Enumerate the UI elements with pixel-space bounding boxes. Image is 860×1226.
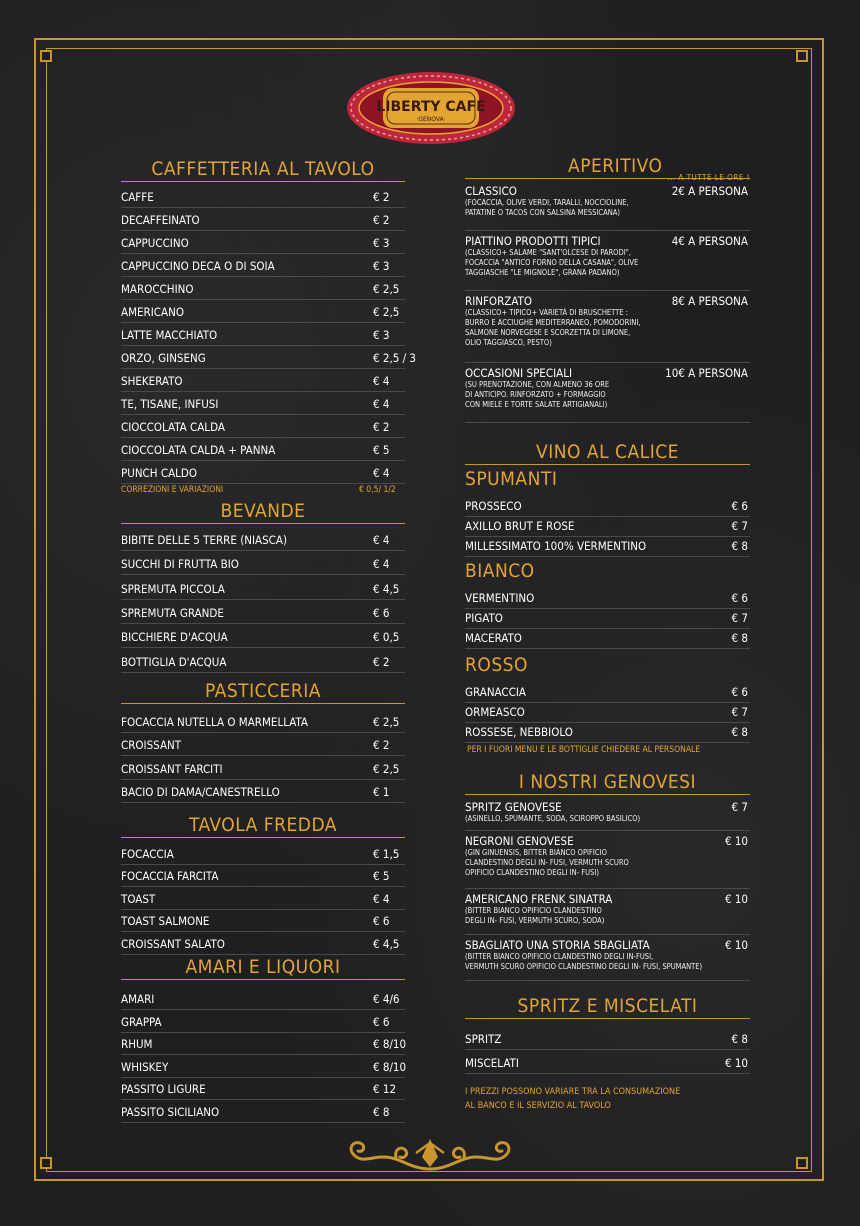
menu-item-row	[121, 625, 405, 648]
left-column	[121, 158, 416, 1128]
section-title-pasticceria: PASTICCERIA	[121, 680, 405, 704]
menu-item-price: € 5	[373, 443, 390, 457]
section-title-aperitivo	[465, 155, 750, 182]
menu-item-description: OLIO TAGGIASCO, PESTO)	[465, 338, 552, 347]
menu-item-row	[121, 277, 405, 300]
menu-item-price: € 8/10	[373, 1059, 407, 1074]
menu-item-row	[121, 909, 405, 932]
menu-item-price: € 10	[724, 892, 748, 906]
menu-item-name: PASSITO LIGURE	[121, 1082, 206, 1096]
menu-item-price: € 2	[373, 213, 390, 227]
menu-item-price: € 4	[373, 397, 390, 411]
menu-item-row	[121, 601, 405, 624]
menu-item-name: CIOCCOLATA CALDA	[121, 420, 225, 434]
corner-ornament	[796, 50, 808, 62]
menu-item-price: € 5	[373, 869, 390, 884]
menu-item-row	[121, 369, 405, 392]
menu-item-price: € 4	[373, 533, 390, 547]
menu-item-price: € 6	[373, 1014, 390, 1029]
menu-item-price: € 8/10	[373, 1037, 407, 1051]
menu-item-name: SPRITZ GENOVESE	[465, 800, 562, 814]
menu-item-row	[121, 864, 405, 887]
vino-note: PER I FUORI MENU E LE BOTTIGLIE CHIEDERE AL PERSONALE	[467, 745, 701, 755]
menu-item-row	[121, 392, 405, 415]
menu-item-price: € 8	[373, 1104, 390, 1119]
menu-item-price: € 4	[373, 891, 390, 906]
menu-item-name: GRANACCIA	[465, 685, 527, 699]
menu-item-name: RHUM	[121, 1037, 153, 1051]
menu-item-price: € 4	[373, 557, 390, 572]
menu-item-description: CON MIELE E TORTE SALATE ARTIGIANALI)	[465, 400, 608, 409]
subsection-spumanti: SPUMANTI	[465, 468, 558, 490]
menu-item-name: CAPPUCCINO DECA O DI SOIA	[121, 259, 275, 273]
corner-ornament	[40, 50, 52, 62]
menu-item-name: CROISSANT FARCITI	[121, 761, 223, 776]
menu-item-name: CIOCCOLATA CALDA + PANNA	[121, 443, 276, 457]
logo-text: LIBERTY CAFE	[376, 99, 486, 115]
menu-item-description: (ASINELLO, SPUMANTE, SODA, SCIROPPO BASILICO)	[465, 814, 641, 823]
menu-item-row	[121, 231, 405, 254]
menu-item-price: € 2,5	[373, 305, 400, 319]
menu-item-name: SPRITZ	[465, 1032, 502, 1046]
menu-item-row	[121, 1077, 405, 1100]
menu-item-description: (CLASSICO+ TIPICO+ VARIETÀ DI BRUSCHETTE :	[465, 308, 628, 317]
menu-item-description: OPIFICIO CLANDESTINO DEGLI IN- FUSI)	[465, 868, 599, 877]
menu-item-name: CAFFE	[121, 190, 154, 204]
menu-item-price: € 8	[731, 1032, 748, 1046]
menu-item-name: FOCACCIA FARCITA	[121, 869, 219, 884]
menu-item-description: FOCACCIA "ANTICO FORNO DELLA CASANA", OLIVE	[465, 258, 639, 267]
menu-item-price: 10€ A PERSONA	[665, 366, 748, 380]
menu-item-name: CROISSANT	[121, 738, 182, 753]
menu-item-description: DEGLI IN- FUSI, VERMUTH SCURO, SODA)	[465, 916, 605, 925]
menu-item-name: BICCHIERE D'ACQUA	[121, 630, 228, 645]
menu-item-name: DECAFFEINATO	[121, 213, 200, 227]
menu-item-name: WHISKEY	[121, 1059, 169, 1074]
menu-item-row	[121, 1055, 405, 1078]
note-correzioni: CORREZIONI E VARIAZIONI	[121, 485, 224, 495]
menu-item-price: 2€ A PERSONA	[671, 184, 748, 198]
menu-item-name: GRAPPA	[121, 1014, 162, 1029]
menu-item-description: (BITTER BIANCO OPIFICIO CLANDESTINO DEGLI IN-FUSI,	[465, 952, 654, 961]
menu-item-row	[121, 1100, 405, 1123]
menu-item-price: 8€ A PERSONA	[671, 294, 748, 308]
menu-item-name: MILLESSIMATO 100% VERMENTINO	[465, 539, 647, 553]
menu-item-row	[121, 300, 405, 323]
menu-item-price: € 2	[373, 654, 390, 669]
menu-item-row	[121, 438, 405, 461]
menu-item-row	[465, 834, 750, 889]
menu-item-row	[121, 780, 405, 803]
note-correzioni-price: € 0,5/ 1/2	[359, 485, 396, 495]
menu-item-price: € 8	[731, 539, 748, 553]
menu-item-row	[465, 800, 750, 831]
footer-line: AL BANCO E IL SERVIZIO AL TAVOLO	[465, 1101, 611, 1111]
menu-item-description: PATATINE O TACOS CON SALSINA MESSICANA)	[465, 208, 621, 217]
menu-item-name: MISCELATI	[465, 1056, 519, 1070]
menu-item-row	[465, 1051, 750, 1074]
menu-item-name: CROISSANT SALATO	[121, 936, 225, 951]
menu-item-name: TOAST	[121, 891, 156, 906]
menu-item-row	[121, 887, 405, 910]
menu-item-price: € 0,5	[373, 630, 400, 645]
menu-item-description: CLANDESTINO DEGLI IN- FUSI, VERMUTH SCURO	[465, 858, 629, 867]
menu-item-name: ORZO, GINSENG	[121, 351, 206, 365]
menu-item-row	[121, 733, 405, 756]
menu-item-row	[121, 552, 405, 575]
menu-item-price: € 6	[373, 605, 390, 620]
menu-item-name: SPREMUTA PICCOLA	[121, 581, 225, 596]
menu-item-price: 4€ A PERSONA	[671, 234, 748, 248]
menu-item-name: SUCCHI DI FRUTTA BIO	[121, 557, 239, 572]
menu-item-row	[465, 294, 750, 363]
section-title-spritz: SPRITZ E MISCELATI	[465, 995, 750, 1019]
menu-item-description: (BITTER BIANCO OPIFICIO CLANDESTINO	[465, 906, 602, 915]
section-title-bevande: BEVANDE	[121, 500, 405, 524]
menu-item-name: TE, TISANE, INFUSI	[121, 397, 219, 411]
menu-item-row	[465, 720, 750, 743]
menu-item-name: VERMENTINO	[465, 591, 535, 605]
menu-item-price: € 7	[731, 705, 748, 719]
menu-item-name: CAPPUCCINO	[121, 236, 189, 250]
menu-item-price: € 2,5	[373, 282, 400, 296]
bottom-ornament	[340, 1133, 520, 1173]
menu-item-row	[465, 534, 750, 557]
menu-item-name: AMARI	[121, 992, 155, 1006]
menu-item-description: TAGGIASCHE "LE MIGNOLE", GRANA PADANO)	[465, 268, 620, 277]
menu-item-price: € 10	[724, 834, 748, 848]
menu-item-row	[465, 1027, 750, 1050]
menu-item-name: OCCASIONI SPECIALI	[465, 366, 573, 380]
menu-item-price: € 2,5	[373, 761, 400, 776]
aperitivo-subtitle: ... A TUTTE LE ORE !	[667, 173, 750, 182]
menu-item-name: PUNCH CALDO	[121, 466, 198, 480]
menu-item-row	[465, 938, 750, 981]
menu-item-row	[121, 932, 405, 955]
right-column	[465, 155, 750, 1125]
menu-item-description: SALMONE NORVEGESE E SCORZETTA DI LIMONE,	[465, 328, 631, 337]
menu-item-name: MACERATO	[465, 631, 522, 645]
menu-item-price: € 3	[373, 236, 390, 250]
menu-item-price: € 6	[373, 914, 390, 929]
menu-item-description: (GIN GINUENSIS, BITTER BIANCO OPIFICIO	[465, 848, 607, 857]
menu-item-price: € 3	[373, 328, 390, 342]
menu-item-name: FOCACCIA NUTELLA O MARMELLATA	[121, 715, 308, 729]
menu-item-price: € 4	[373, 374, 390, 388]
logo-city: ·GENOVA·	[416, 116, 446, 123]
menu-item-row	[121, 528, 405, 551]
footer-note	[465, 1085, 680, 1113]
menu-item-price: € 7	[731, 800, 748, 814]
menu-item-name: BIBITE DELLE 5 TERRE (NIASCA)	[121, 533, 288, 547]
menu-item-row	[465, 184, 750, 231]
menu-item-name: PIGATO	[465, 611, 503, 625]
section-title-caffetteria: CAFFETTERIA AL TAVOLO	[121, 158, 405, 182]
menu-item-name: BACIO DI DAMA/CANESTRELLO	[121, 784, 280, 799]
menu-item-price: € 4/6	[373, 992, 400, 1006]
menu-item-name: NEGRONI GENOVESE	[465, 834, 574, 848]
menu-item-row	[121, 415, 405, 438]
menu-item-description: VERMUTH SCURO OPIFICIO CLANDESTINO DEGLI IN- FUSI, SPUMANTE)	[465, 962, 703, 971]
menu-item-description: (FOCACCIA, OLIVE VERDI, TARALLI, NOCCIOLINE,	[465, 198, 629, 207]
menu-item-name: LATTE MACCHIATO	[121, 328, 218, 342]
section-title-vino: VINO AL CALICE	[465, 441, 750, 465]
menu-item-price: € 2	[373, 738, 390, 753]
menu-item-name: AMERICANO FRENK SINATRA	[465, 892, 613, 906]
menu-item-name: PASSITO SICILIANO	[121, 1104, 220, 1119]
menu-item-price: € 2,5 / 3	[373, 351, 416, 365]
menu-item-row	[121, 1032, 405, 1055]
menu-item-row	[121, 577, 405, 600]
menu-item-price: € 10	[724, 938, 748, 952]
menu-item-name: ROSSESE, NEBBIOLO	[465, 725, 573, 739]
menu-item-name: FOCACCIA	[121, 847, 174, 861]
menu-item-name: RINFORZATO	[465, 294, 532, 308]
menu-item-price: € 2	[373, 190, 390, 204]
menu-item-row	[121, 254, 405, 277]
menu-item-price: € 1,5	[373, 847, 400, 861]
menu-item-price: € 3	[373, 259, 390, 273]
menu-item-price: € 6	[731, 499, 748, 513]
menu-item-price: € 6	[731, 685, 748, 699]
menu-item-name: SPREMUTA GRANDE	[121, 605, 224, 620]
menu-item-row	[121, 842, 405, 865]
footer-line: I PREZZI POSSONO VARIARE TRA LA CONSUMAZIONE	[465, 1087, 681, 1097]
menu-item-description: (SU PRENOTAZIONE, CON ALMENO 36 ORE	[465, 380, 610, 389]
menu-item-description: (CLASSICO+ SALAME "SANT'OLCESE DI PARODI",	[465, 248, 631, 257]
menu-item-price: € 8	[731, 631, 748, 645]
menu-item-price: € 10	[724, 1056, 748, 1070]
menu-item-name: SHEKERATO	[121, 374, 183, 388]
menu-item-name: AXILLO BRUT E ROSE	[465, 519, 575, 533]
menu-item-row	[121, 346, 416, 369]
menu-item-price: € 6	[731, 591, 748, 605]
menu-item-description: BURRO E ACCIUGHE MEDITERRANEO, POMODORINI,	[465, 318, 641, 327]
menu-item-price: € 8	[731, 725, 748, 739]
menu-item-row	[121, 185, 405, 208]
menu-item-name: AMERICANO	[121, 305, 184, 319]
menu-item-row	[121, 710, 405, 733]
menu-item-row	[121, 461, 405, 484]
aperitivo-title-text: APERITIVO	[568, 155, 663, 177]
subsection-bianco: BIANCO	[465, 560, 535, 582]
menu-item-price: € 4	[373, 466, 390, 480]
menu-item-name: MAROCCHINO	[121, 282, 194, 296]
corner-ornament	[40, 1157, 52, 1169]
menu-item-description: DI ANTICIPO. RINFORZATO + FORMAGGIO	[465, 390, 606, 399]
menu-item-row	[121, 323, 405, 346]
menu-item-price: € 4,5	[373, 581, 400, 596]
menu-item-price: € 2,5	[373, 715, 400, 729]
menu-item-price: € 7	[731, 611, 748, 625]
menu-item-name: ORMEASCO	[465, 705, 525, 719]
menu-item-name: PIATTINO PRODOTTI TIPICI	[465, 234, 601, 248]
menu-item-row	[121, 757, 405, 780]
menu-item-price: € 12	[373, 1082, 397, 1096]
subsection-rosso: ROSSO	[465, 654, 528, 676]
menu-item-row	[465, 892, 750, 935]
menu-item-name: PROSSECO	[465, 499, 522, 513]
menu-item-price: € 4,5	[373, 936, 400, 951]
section-title-tavola-fredda: TAVOLA FREDDA	[121, 814, 405, 838]
menu-item-row	[465, 626, 750, 649]
menu-item-name: BOTTIGLIA D'ACQUA	[121, 654, 227, 669]
menu-item-row	[121, 987, 405, 1010]
menu-item-row	[465, 366, 750, 423]
section-title-amari: AMARI E LIQUORI	[121, 956, 405, 980]
menu-item-name: TOAST SALMONE	[121, 914, 210, 929]
menu-item-name: CLASSICO	[465, 184, 517, 198]
menu-item-name: SBAGLIATO UNA STORIA SBAGLIATA	[465, 938, 650, 952]
menu-item-price: € 7	[731, 519, 748, 533]
menu-item-price: € 1	[373, 784, 390, 799]
menu-item-row	[121, 1010, 405, 1033]
section-title-genovesi: I NOSTRI GENOVESI	[465, 771, 750, 795]
menu-item-row	[121, 650, 405, 673]
menu-item-price: € 2	[373, 420, 390, 434]
corner-ornament	[796, 1157, 808, 1169]
menu-item-row	[465, 234, 750, 291]
liberty-cafe-logo	[345, 70, 517, 146]
menu-item-row	[121, 208, 405, 231]
